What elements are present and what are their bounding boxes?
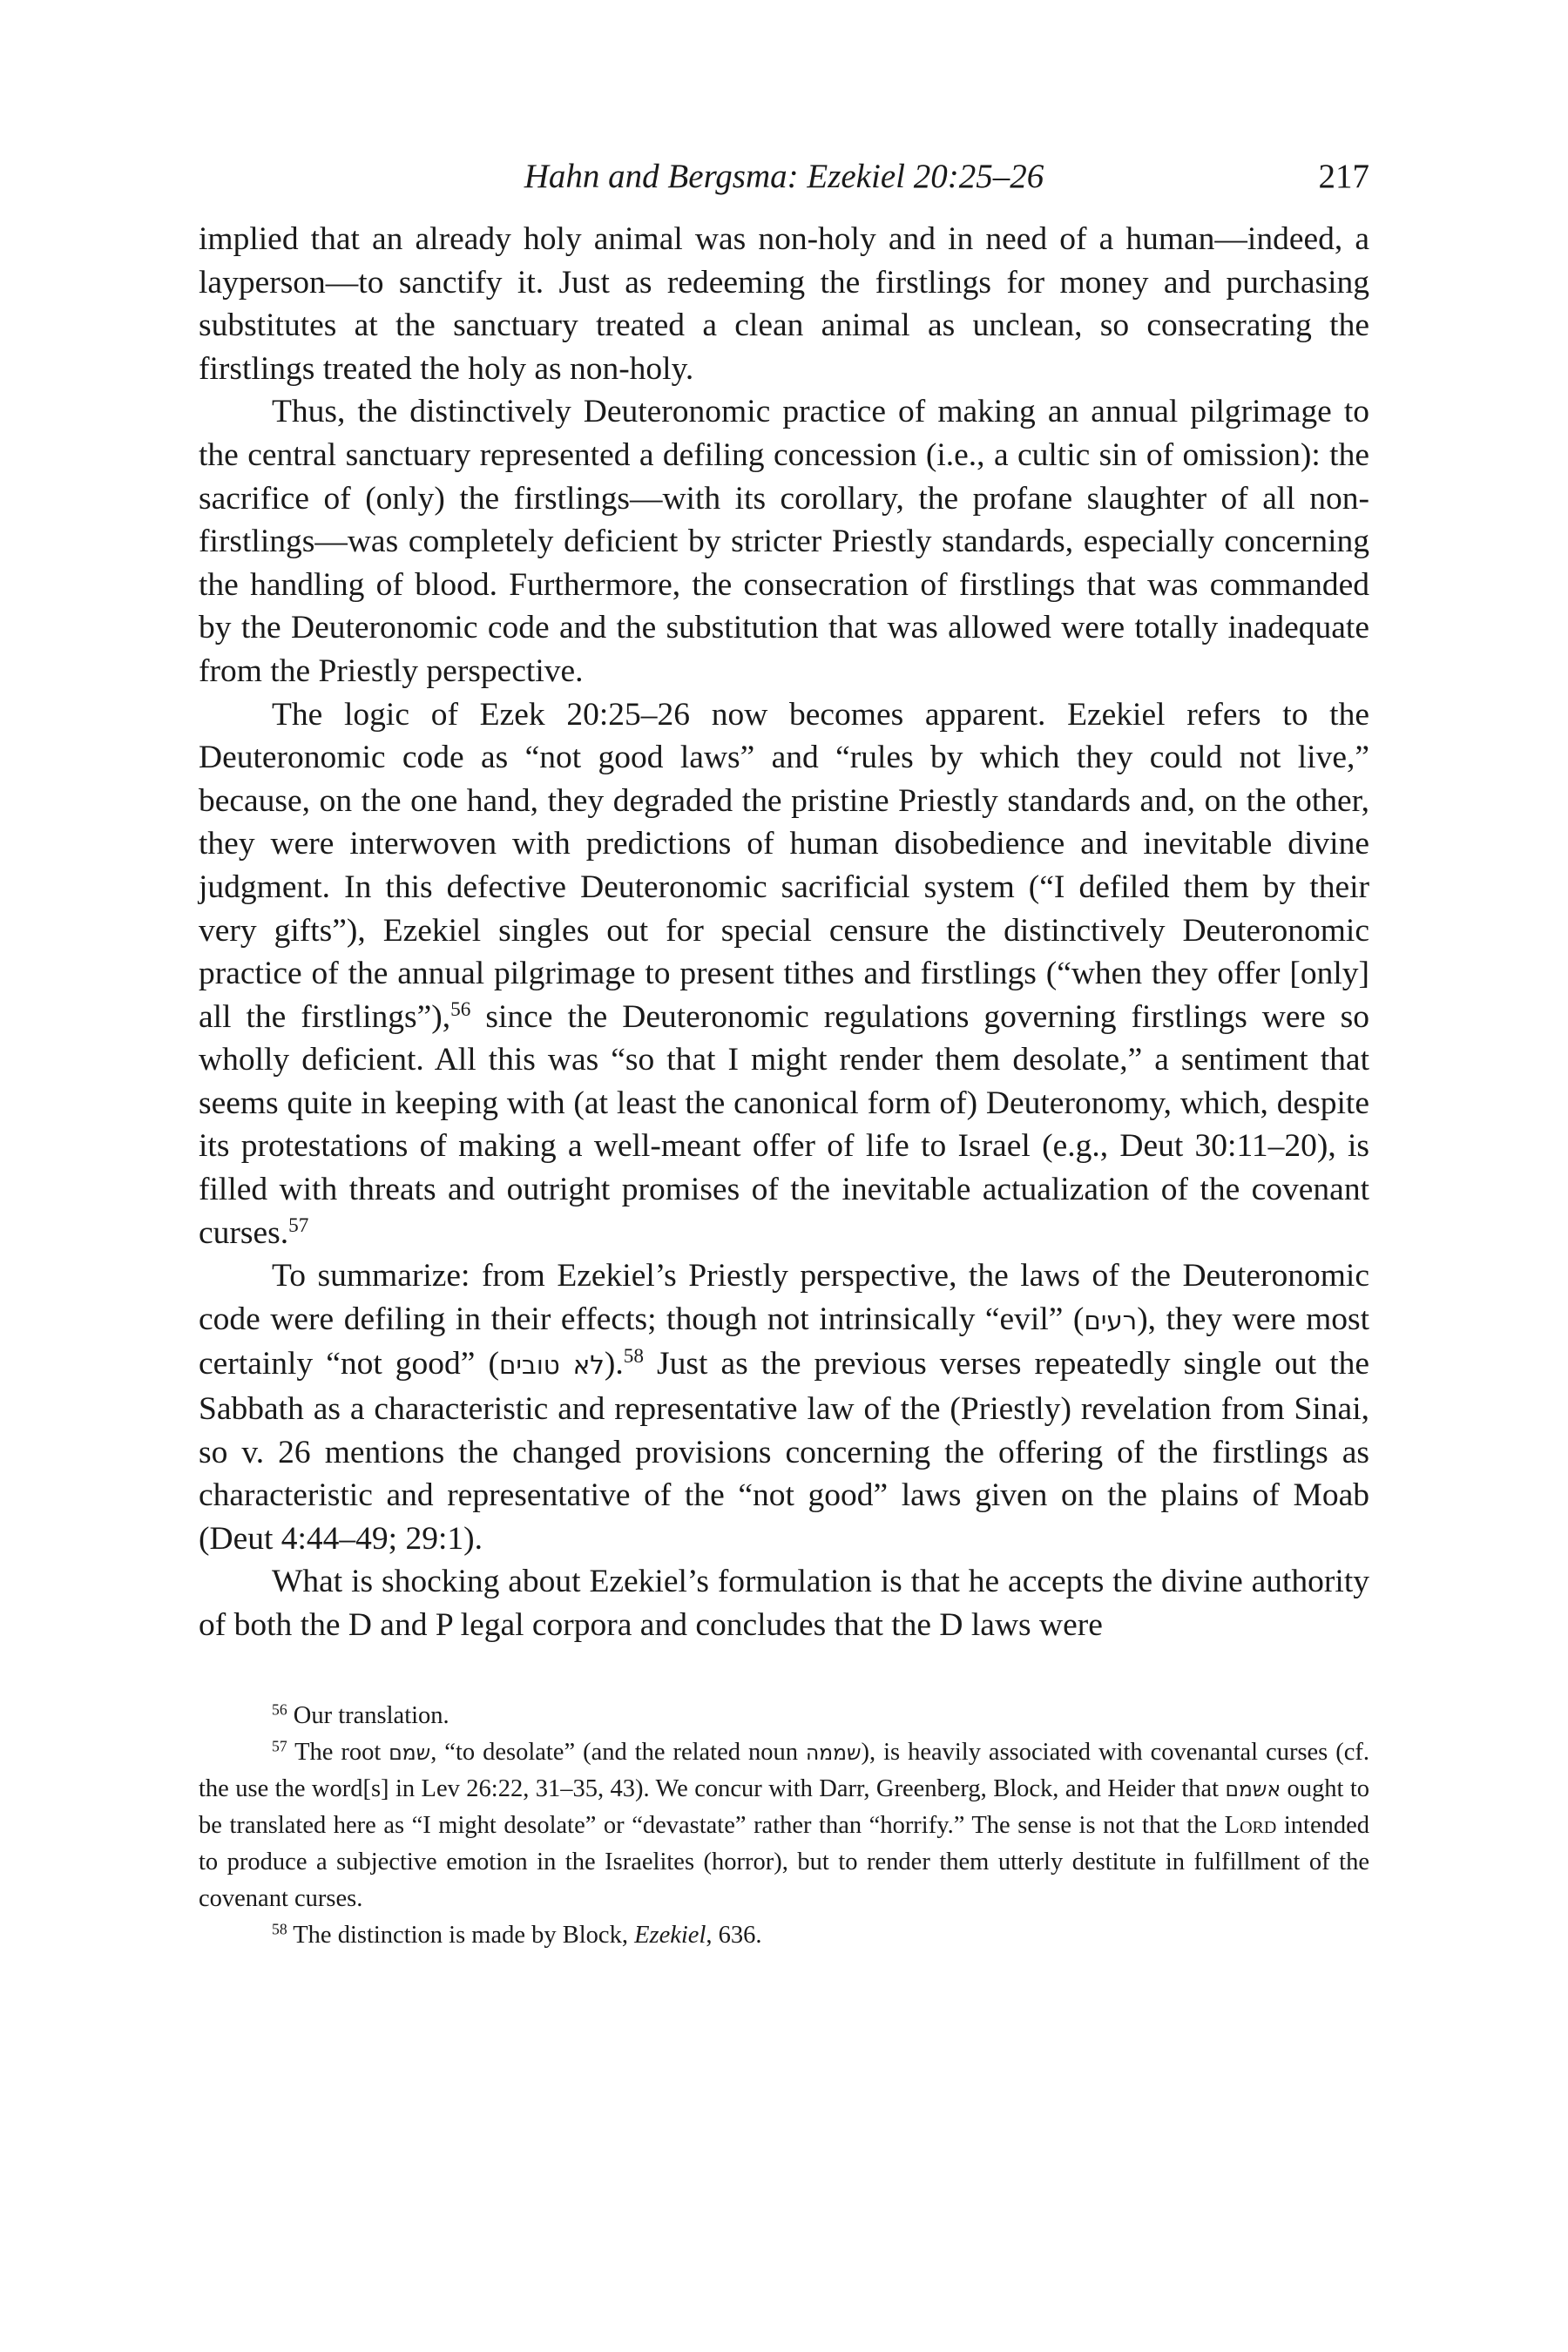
lord-smallcaps: Lord xyxy=(1224,1811,1277,1839)
running-head xyxy=(199,157,1369,218)
footnote-56 xyxy=(199,1698,1369,1734)
paragraph-3 xyxy=(199,693,1369,1255)
footnote-57-text-a: The root xyxy=(287,1738,389,1766)
paragraph-3-text-b: since the Deuteronomic regulations governing firstlings were so wholly deficient. All this was “so that I might render them desolate,” a sentiment that seems quite in keeping with (at least the canonical form of) Deuteronomy, which, despite its protestations of making a well-meant offer of life to Israel (e.g., Deut 30:11–20), is filled with threats and outright promises of the inevitable actualization of the covenant curses. xyxy=(199,998,1370,1251)
footnote-ref-57[interactable]: 57 xyxy=(288,1213,309,1237)
paragraph-4 xyxy=(199,1254,1369,1560)
paragraph-4-text-c: ). xyxy=(604,1346,624,1382)
footnote-56-text: Our translation. xyxy=(287,1701,449,1729)
paragraph-5: What is shocking about Ezekiel’s formulation is that he accepts the divine authority of both the D and P legal corpora and concludes that the D laws were xyxy=(199,1564,1369,1643)
body-text xyxy=(199,218,1369,1647)
footnotes xyxy=(199,1698,1369,1954)
page xyxy=(199,157,1369,1954)
paragraph-4-text-a: To summarize: from Ezekiel’s Priestly perspective, the laws of the Deuteronomic code were defiling in their effects; though not intrinsically “evil” ( xyxy=(199,1258,1369,1337)
paragraph-1: implied that an already holy animal was non-holy and in need of a human—indeed, a layperson—to sanctify it. Just as redeeming the firstlings for money and purchasing substitutes at the sanctuary treated a clean animal as unclean, so consecrating the firstlings treated the holy as non-holy. xyxy=(199,221,1369,387)
footnote-57-text-b: , “to desolate” (and the related noun xyxy=(430,1738,806,1766)
footnote-57-text-d: ought to be translated here as “I might desolate” or “devastate” rather than “horrify.” The sense is not that the xyxy=(199,1774,1369,1839)
footnote-57 xyxy=(199,1734,1369,1917)
footnote-58-text-b: , 636. xyxy=(706,1921,762,1949)
paragraph-3-text-a: The logic of Ezek 20:25–26 now becomes apparent. Ezekiel refers to the Deuteronomic code as “not good laws” and “rules by which they could not live,” because, on the one hand, they degraded the pristine Priestly standards and, on the other, they were interwoven with predictions of human disobedience and inevitable divine judgment. In this defective Deuteronomic sacrificial system (“I defiled them by their very gifts”), Ezekiel singles out for special censure the distinctively Deuteronomic practice of the annual pilgrimage to present tithes and firstlings (“when they offer [only] all the firstlings”), xyxy=(199,696,1369,1035)
footnote-number-56: 56 xyxy=(272,1700,287,1718)
footnote-ref-56[interactable]: 56 xyxy=(450,997,471,1021)
footnote-57-text-c: ), is heavily associated with covenantal curses (cf. the use the word[s] in Lev 26:22, 31–35, 43). We concur with Darr, Greenberg, Block, and Heider that xyxy=(199,1738,1369,1802)
running-title: Hahn and Bergsma: Ezekiel 20:25–26 xyxy=(524,158,1044,195)
footnote-58-text-a: The distinction is made by Block, xyxy=(287,1921,635,1949)
hebrew-noun-shmamah: שממה xyxy=(805,1740,862,1765)
footnote-ref-58[interactable]: 58 xyxy=(623,1345,645,1369)
paragraph-2: Thus, the distinctively Deuteronomic practice of making an annual pilgrimage to the central sanctuary represented a defiling concession (i.e., a cultic sin of omission): the sacrifice of (only) the firstlings—with its corollary, the profane slaughter of all non-firstlings—was completely deficient by stricter Priestly standards, especially concerning the handling of blood. Furthermore, the consecration of firstlings that was commanded by the Deuteronomic code and the substitution that was allowed were totally inadequate from the Priestly perspective. xyxy=(199,394,1369,689)
page-number: 217 xyxy=(1318,158,1369,195)
paragraph-4-text-d: Just as the previous verses repeatedly single out the Sabbath as a characteristic and representative law of the (Priestly) revelation from Sinai, so v. 26 mentions the changed provisions concerning the offering of the firstlings as characteristic and representative of the “not good” laws given on the plains of Moab (Deut 4:44–49; 29:1). xyxy=(199,1346,1370,1557)
hebrew-phrase-lo-tovim: לא טובים xyxy=(498,1350,605,1381)
footnote-number-58: 58 xyxy=(272,1919,287,1937)
hebrew-word-raim: רעים xyxy=(1084,1305,1138,1335)
footnote-57-text-e: intended to produce a subjective emotion in the Israelites (horror), but to render them utterly destitute in fulfillment of the covenant curses. xyxy=(199,1811,1369,1912)
paragraph-4-text-b: ), they were most certainly “not good” ( xyxy=(199,1301,1370,1382)
footnote-number-57: 57 xyxy=(272,1736,287,1754)
hebrew-root-shmm: שמם xyxy=(389,1740,431,1765)
hebrew-verb-ashimmem: אשמם xyxy=(1225,1776,1281,1801)
footnote-58-book-title: Ezekiel xyxy=(634,1921,706,1949)
footnote-58 xyxy=(199,1917,1369,1954)
